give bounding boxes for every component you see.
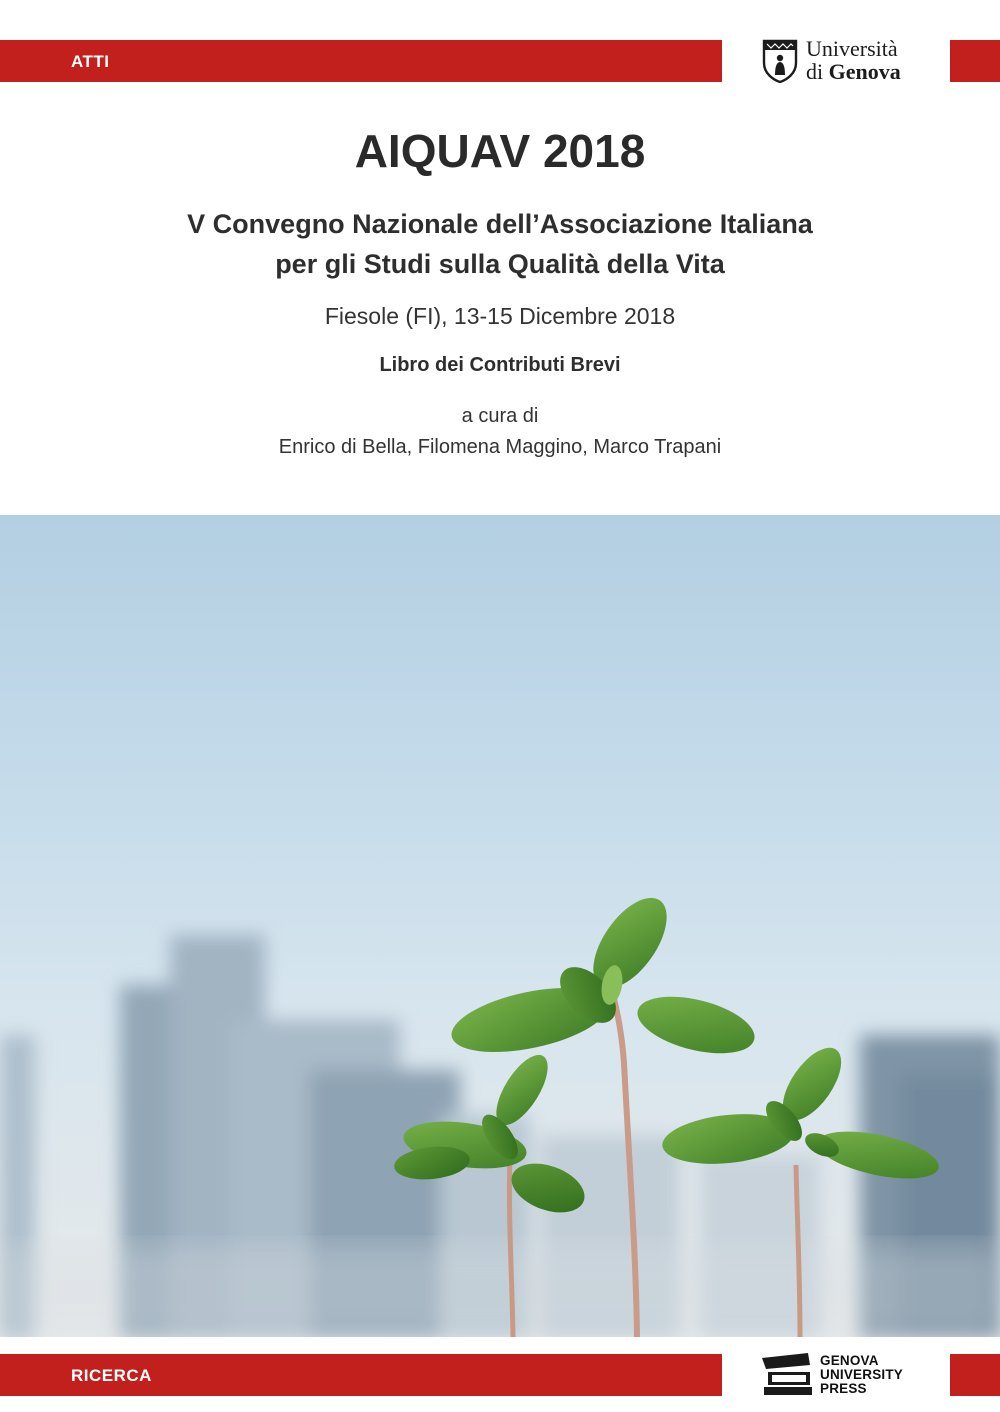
university-name-line1: Università bbox=[806, 36, 898, 61]
subtitle-line-1: V Convegno Nazionale dell’Associazione Italiana bbox=[187, 209, 813, 239]
series-label-atti: ATTI bbox=[71, 52, 110, 71]
cover-photo bbox=[0, 515, 1000, 1337]
top-band-right bbox=[950, 40, 1000, 82]
books-icon bbox=[762, 1353, 818, 1395]
university-logo bbox=[762, 37, 932, 85]
subtitle-line-2: per gli Studi sulla Qualità della Vita bbox=[275, 249, 725, 279]
university-shield-icon bbox=[762, 39, 798, 83]
edited-by-label: a cura di bbox=[461, 405, 539, 427]
place-and-date: Fiesole (FI), 13-15 Dicembre 2018 bbox=[324, 303, 676, 329]
publisher-name-line1: GENOVA bbox=[820, 1353, 879, 1368]
conference-subtitle bbox=[0, 204, 1000, 284]
bottom-band-right bbox=[950, 1354, 1000, 1396]
publisher-name-line2: UNIVERSITY bbox=[820, 1367, 904, 1382]
book-subtitle: Libro dei Contributi Brevi bbox=[379, 354, 621, 376]
series-label-ricerca: RICERCA bbox=[71, 1366, 152, 1385]
book-title-main: AIQUAV 2018 bbox=[354, 125, 646, 177]
editors-list: Enrico di Bella, Filomena Maggino, Marco Trapani bbox=[278, 436, 722, 458]
university-name-line2: di Genova bbox=[806, 59, 901, 84]
publisher-logo bbox=[762, 1353, 922, 1397]
publisher-name-line3: PRESS bbox=[820, 1381, 867, 1396]
